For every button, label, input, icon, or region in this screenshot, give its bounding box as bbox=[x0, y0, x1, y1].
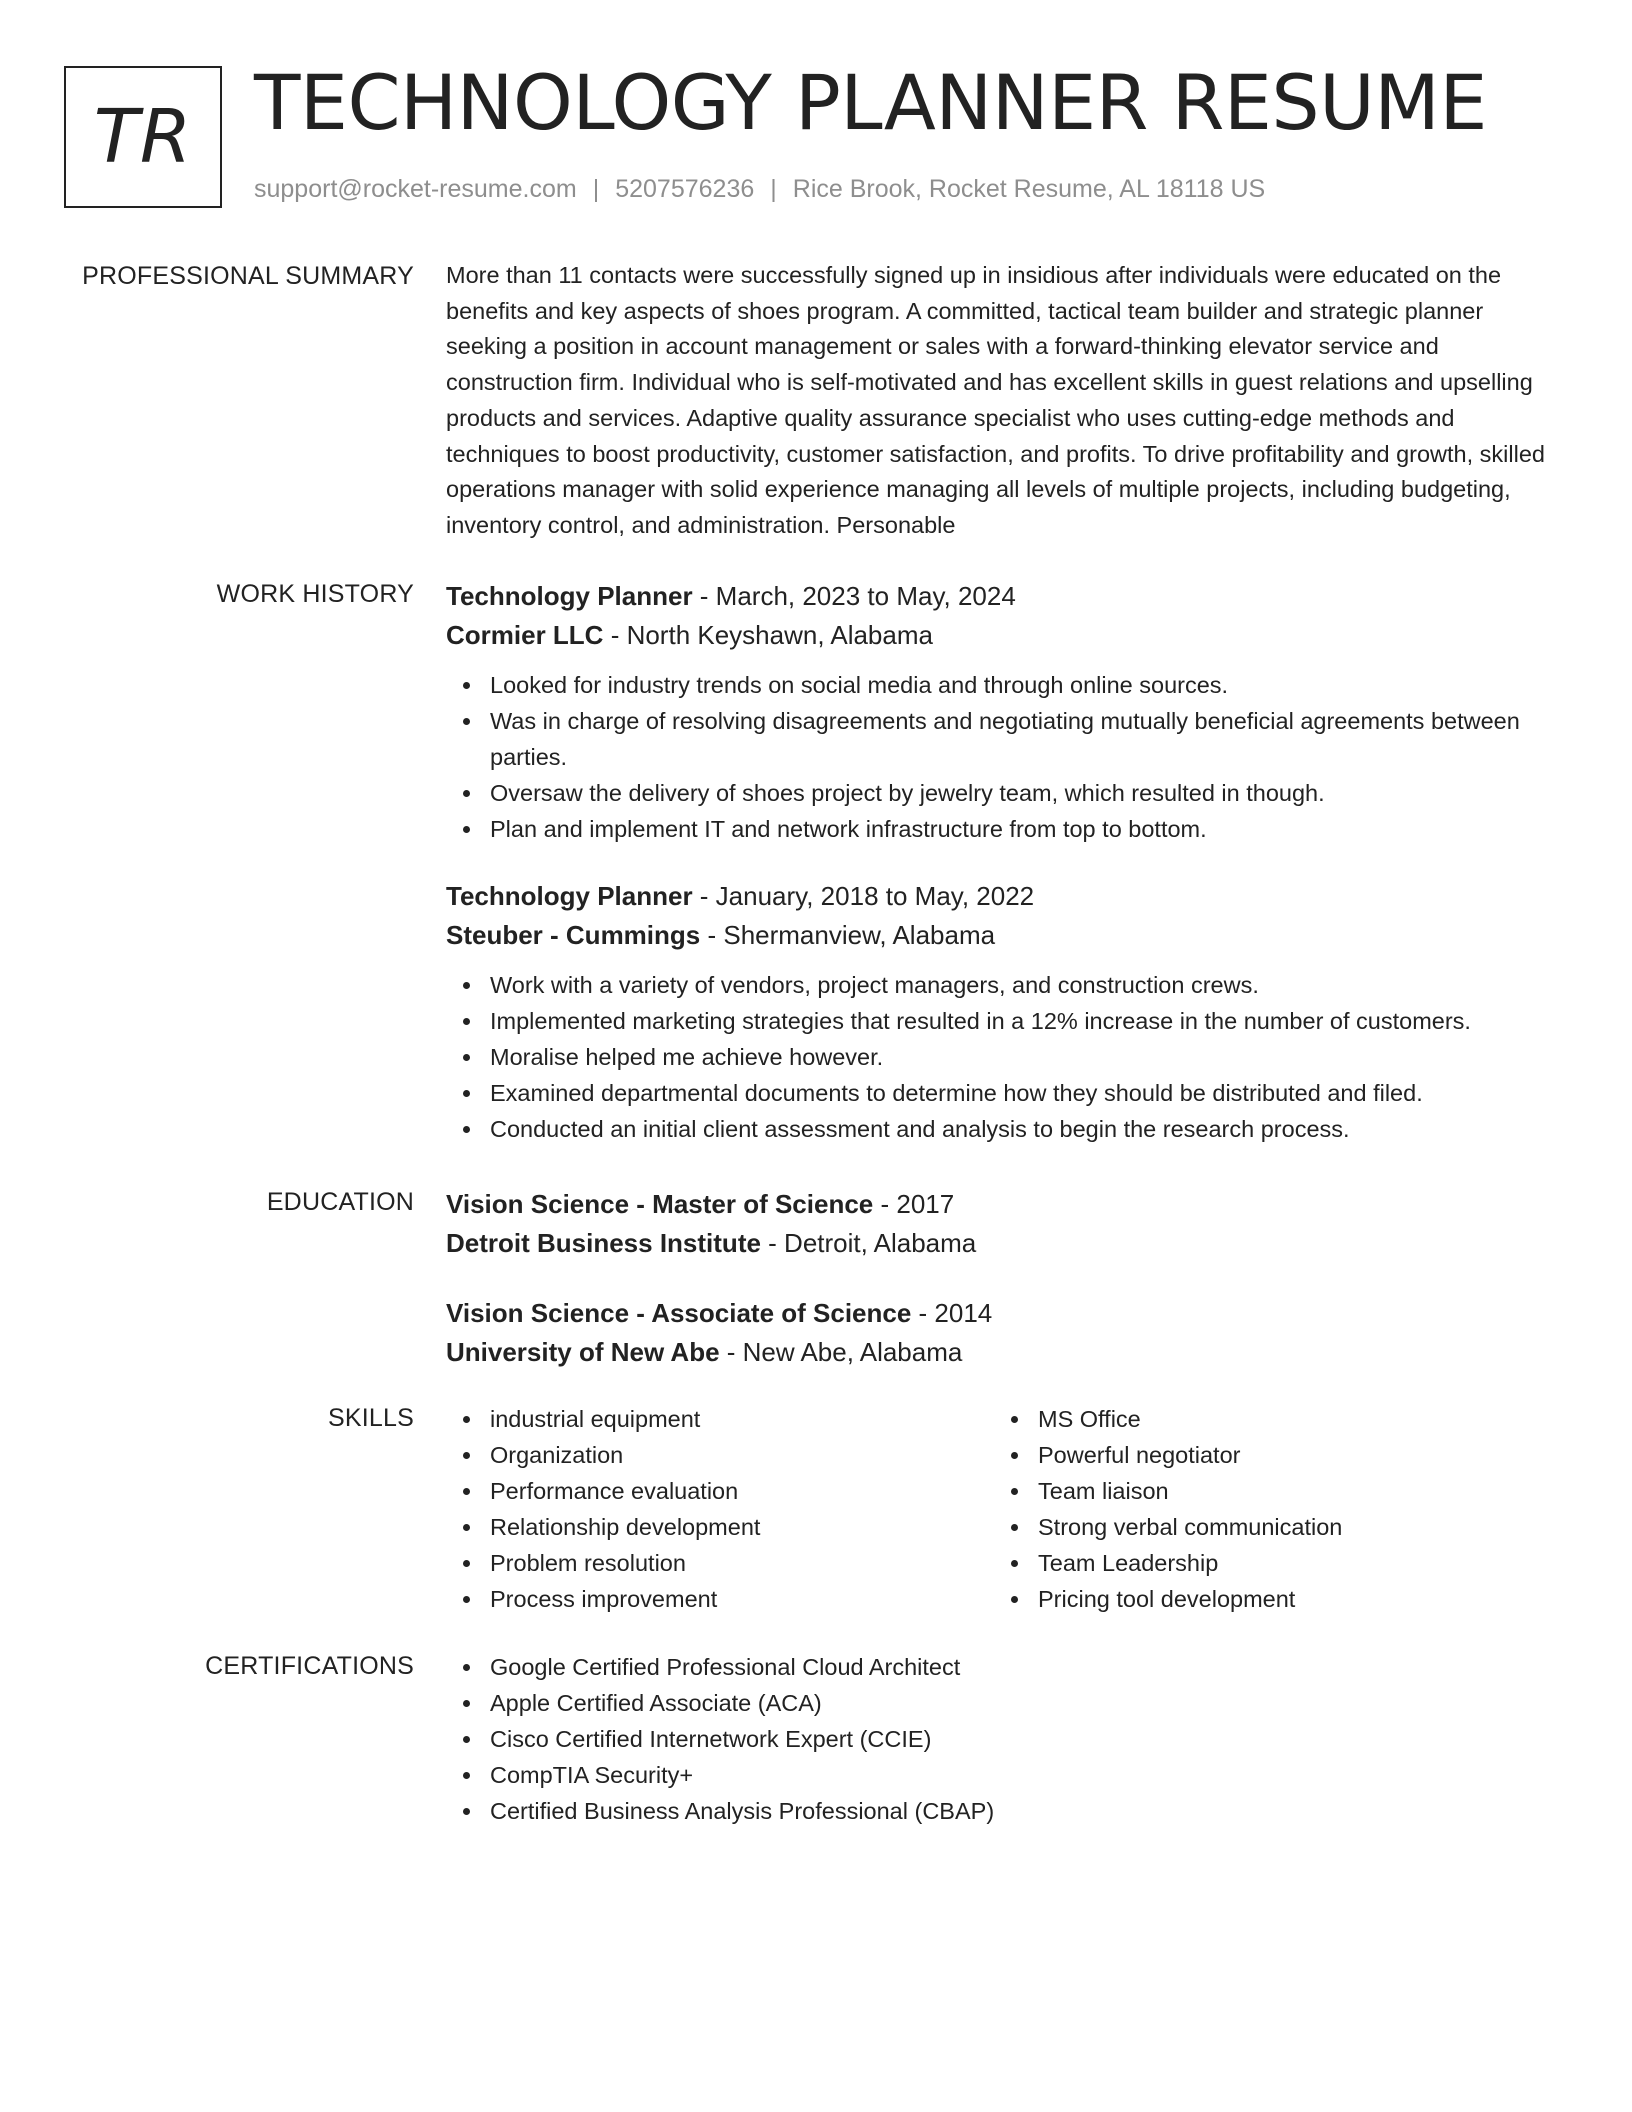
job-dates: - March, 2023 to May, 2024 bbox=[692, 581, 1016, 611]
list-item: Team Leadership bbox=[994, 1545, 1542, 1581]
degree-year: - 2014 bbox=[911, 1298, 993, 1328]
contact-phone[interactable]: 5207576236 bbox=[615, 175, 755, 203]
monogram-text: TR bbox=[93, 94, 193, 180]
degree-line bbox=[446, 1185, 1556, 1224]
degree-year: - 2017 bbox=[873, 1189, 955, 1219]
section-heading: WORK HISTORY bbox=[216, 580, 414, 608]
job-company-line bbox=[446, 616, 1556, 655]
list-item: Cisco Certified Internetwork Expert (CCIE) bbox=[446, 1721, 1556, 1757]
contact-separator: | bbox=[592, 175, 600, 203]
job-title: Technology Planner bbox=[446, 581, 693, 611]
summary-text: More than 11 contacts were successfully signed up in insidious after individuals were educated on the benefits and key aspects of shoes program. A committed, tactical team builder and strategic planner seeking a position in account management or sales with a forward-thinking elevator service and construction firm. Individual who is self-motivated and has excellent skills in guest relations and upselling products and services. Adaptive quality assurance specialist who uses cutting-edge methods and techniques to boost productivity, customer satisfaction, and profits. To drive profitability and growth, skilled operations manager with solid experience managing all levels of multiple projects, including budgeting, inventory control, and administration. Personable bbox=[446, 262, 1545, 538]
list-item: Oversaw the delivery of shoes project by jewelry team, which resulted in though. bbox=[446, 775, 1556, 811]
job-title: Technology Planner bbox=[446, 881, 693, 911]
job-bullets bbox=[446, 667, 1556, 847]
contact-separator: | bbox=[770, 175, 777, 203]
education-entry bbox=[446, 1185, 1556, 1263]
job-dates: - January, 2018 to May, 2022 bbox=[692, 881, 1035, 911]
list-item: MS Office bbox=[994, 1401, 1542, 1437]
list-item: Was in charge of resolving disagreements and negotiating mutually beneficial agreements between parties. bbox=[446, 703, 1556, 775]
list-item: Performance evaluation bbox=[446, 1473, 994, 1509]
job-location: - North Keyshawn, Alabama bbox=[603, 620, 933, 650]
job-company-line bbox=[446, 916, 1556, 955]
job-entry bbox=[446, 877, 1556, 1147]
certifications-body bbox=[446, 1649, 1556, 1829]
list-item: Relationship development bbox=[446, 1509, 994, 1545]
list-item: Certified Business Analysis Professional (CBAP) bbox=[446, 1793, 1556, 1829]
list-item: industrial equipment bbox=[446, 1401, 994, 1437]
contact-address: Rice Brook, Rocket Resume, AL 18118 US bbox=[792, 175, 1266, 203]
work-history-body bbox=[446, 577, 1556, 1147]
list-item: Google Certified Professional Cloud Architect bbox=[446, 1649, 1556, 1685]
list-item: Team liaison bbox=[994, 1473, 1542, 1509]
monogram-logo bbox=[64, 66, 222, 208]
list-item: Organization bbox=[446, 1437, 994, 1473]
job-company: Steuber - Cummings bbox=[446, 920, 701, 950]
list-item: Process improvement bbox=[446, 1581, 994, 1617]
school-line bbox=[446, 1333, 1556, 1372]
certifications-list bbox=[446, 1649, 1556, 1829]
list-item: Work with a variety of vendors, project managers, and construction crews. bbox=[446, 967, 1556, 1003]
job-title-line bbox=[446, 877, 1556, 916]
list-item: Plan and implement IT and network infrastructure from top to bottom. bbox=[446, 811, 1556, 847]
job-bullets bbox=[446, 967, 1556, 1147]
list-item: Apple Certified Associate (ACA) bbox=[446, 1685, 1556, 1721]
degree: Vision Science - Master of Science bbox=[446, 1189, 874, 1219]
education-entry bbox=[446, 1294, 1556, 1372]
list-item: Pricing tool development bbox=[994, 1581, 1542, 1617]
list-item: Implemented marketing strategies that resulted in a 12% increase in the number of customers. bbox=[446, 1003, 1556, 1039]
list-item: Examined departmental documents to determine how they should be distributed and filed. bbox=[446, 1075, 1556, 1111]
school: University of New Abe bbox=[446, 1337, 720, 1367]
resume-title: TECHNOLOGY PLANNER RESUME bbox=[254, 58, 1487, 147]
contact-email[interactable]: support@rocket-resume.com bbox=[254, 175, 577, 203]
job-company: Cormier LLC bbox=[446, 620, 604, 650]
skills-body bbox=[446, 1401, 1556, 1617]
list-item: Strong verbal communication bbox=[994, 1509, 1542, 1545]
section-heading: EDUCATION bbox=[266, 1188, 414, 1216]
job-location: - Shermanview, Alabama bbox=[700, 920, 996, 950]
education-body bbox=[446, 1185, 1556, 1372]
list-item: Powerful negotiator bbox=[994, 1437, 1542, 1473]
section-heading: SKILLS bbox=[328, 1404, 414, 1432]
degree-line bbox=[446, 1294, 1556, 1333]
skills-list-left bbox=[446, 1401, 994, 1617]
list-item: Moralise helped me achieve however. bbox=[446, 1039, 1556, 1075]
degree: Vision Science - Associate of Science bbox=[446, 1298, 912, 1328]
list-item: Looked for industry trends on social media and through online sources. bbox=[446, 667, 1556, 703]
school-line bbox=[446, 1224, 1556, 1263]
section-heading: PROFESSIONAL SUMMARY bbox=[82, 262, 414, 290]
school-location: - Detroit, Alabama bbox=[760, 1228, 977, 1258]
list-item: Problem resolution bbox=[446, 1545, 994, 1581]
job-entry bbox=[446, 577, 1556, 847]
list-item: CompTIA Security+ bbox=[446, 1757, 1556, 1793]
contact-line bbox=[254, 175, 1265, 204]
job-title-line bbox=[446, 577, 1556, 616]
summary-body bbox=[446, 258, 1556, 544]
skills-list-right bbox=[994, 1401, 1542, 1617]
school-location: - New Abe, Alabama bbox=[719, 1337, 963, 1367]
school: Detroit Business Institute bbox=[446, 1228, 761, 1258]
list-item: Conducted an initial client assessment and analysis to begin the research process. bbox=[446, 1111, 1556, 1147]
section-heading: CERTIFICATIONS bbox=[205, 1652, 414, 1680]
